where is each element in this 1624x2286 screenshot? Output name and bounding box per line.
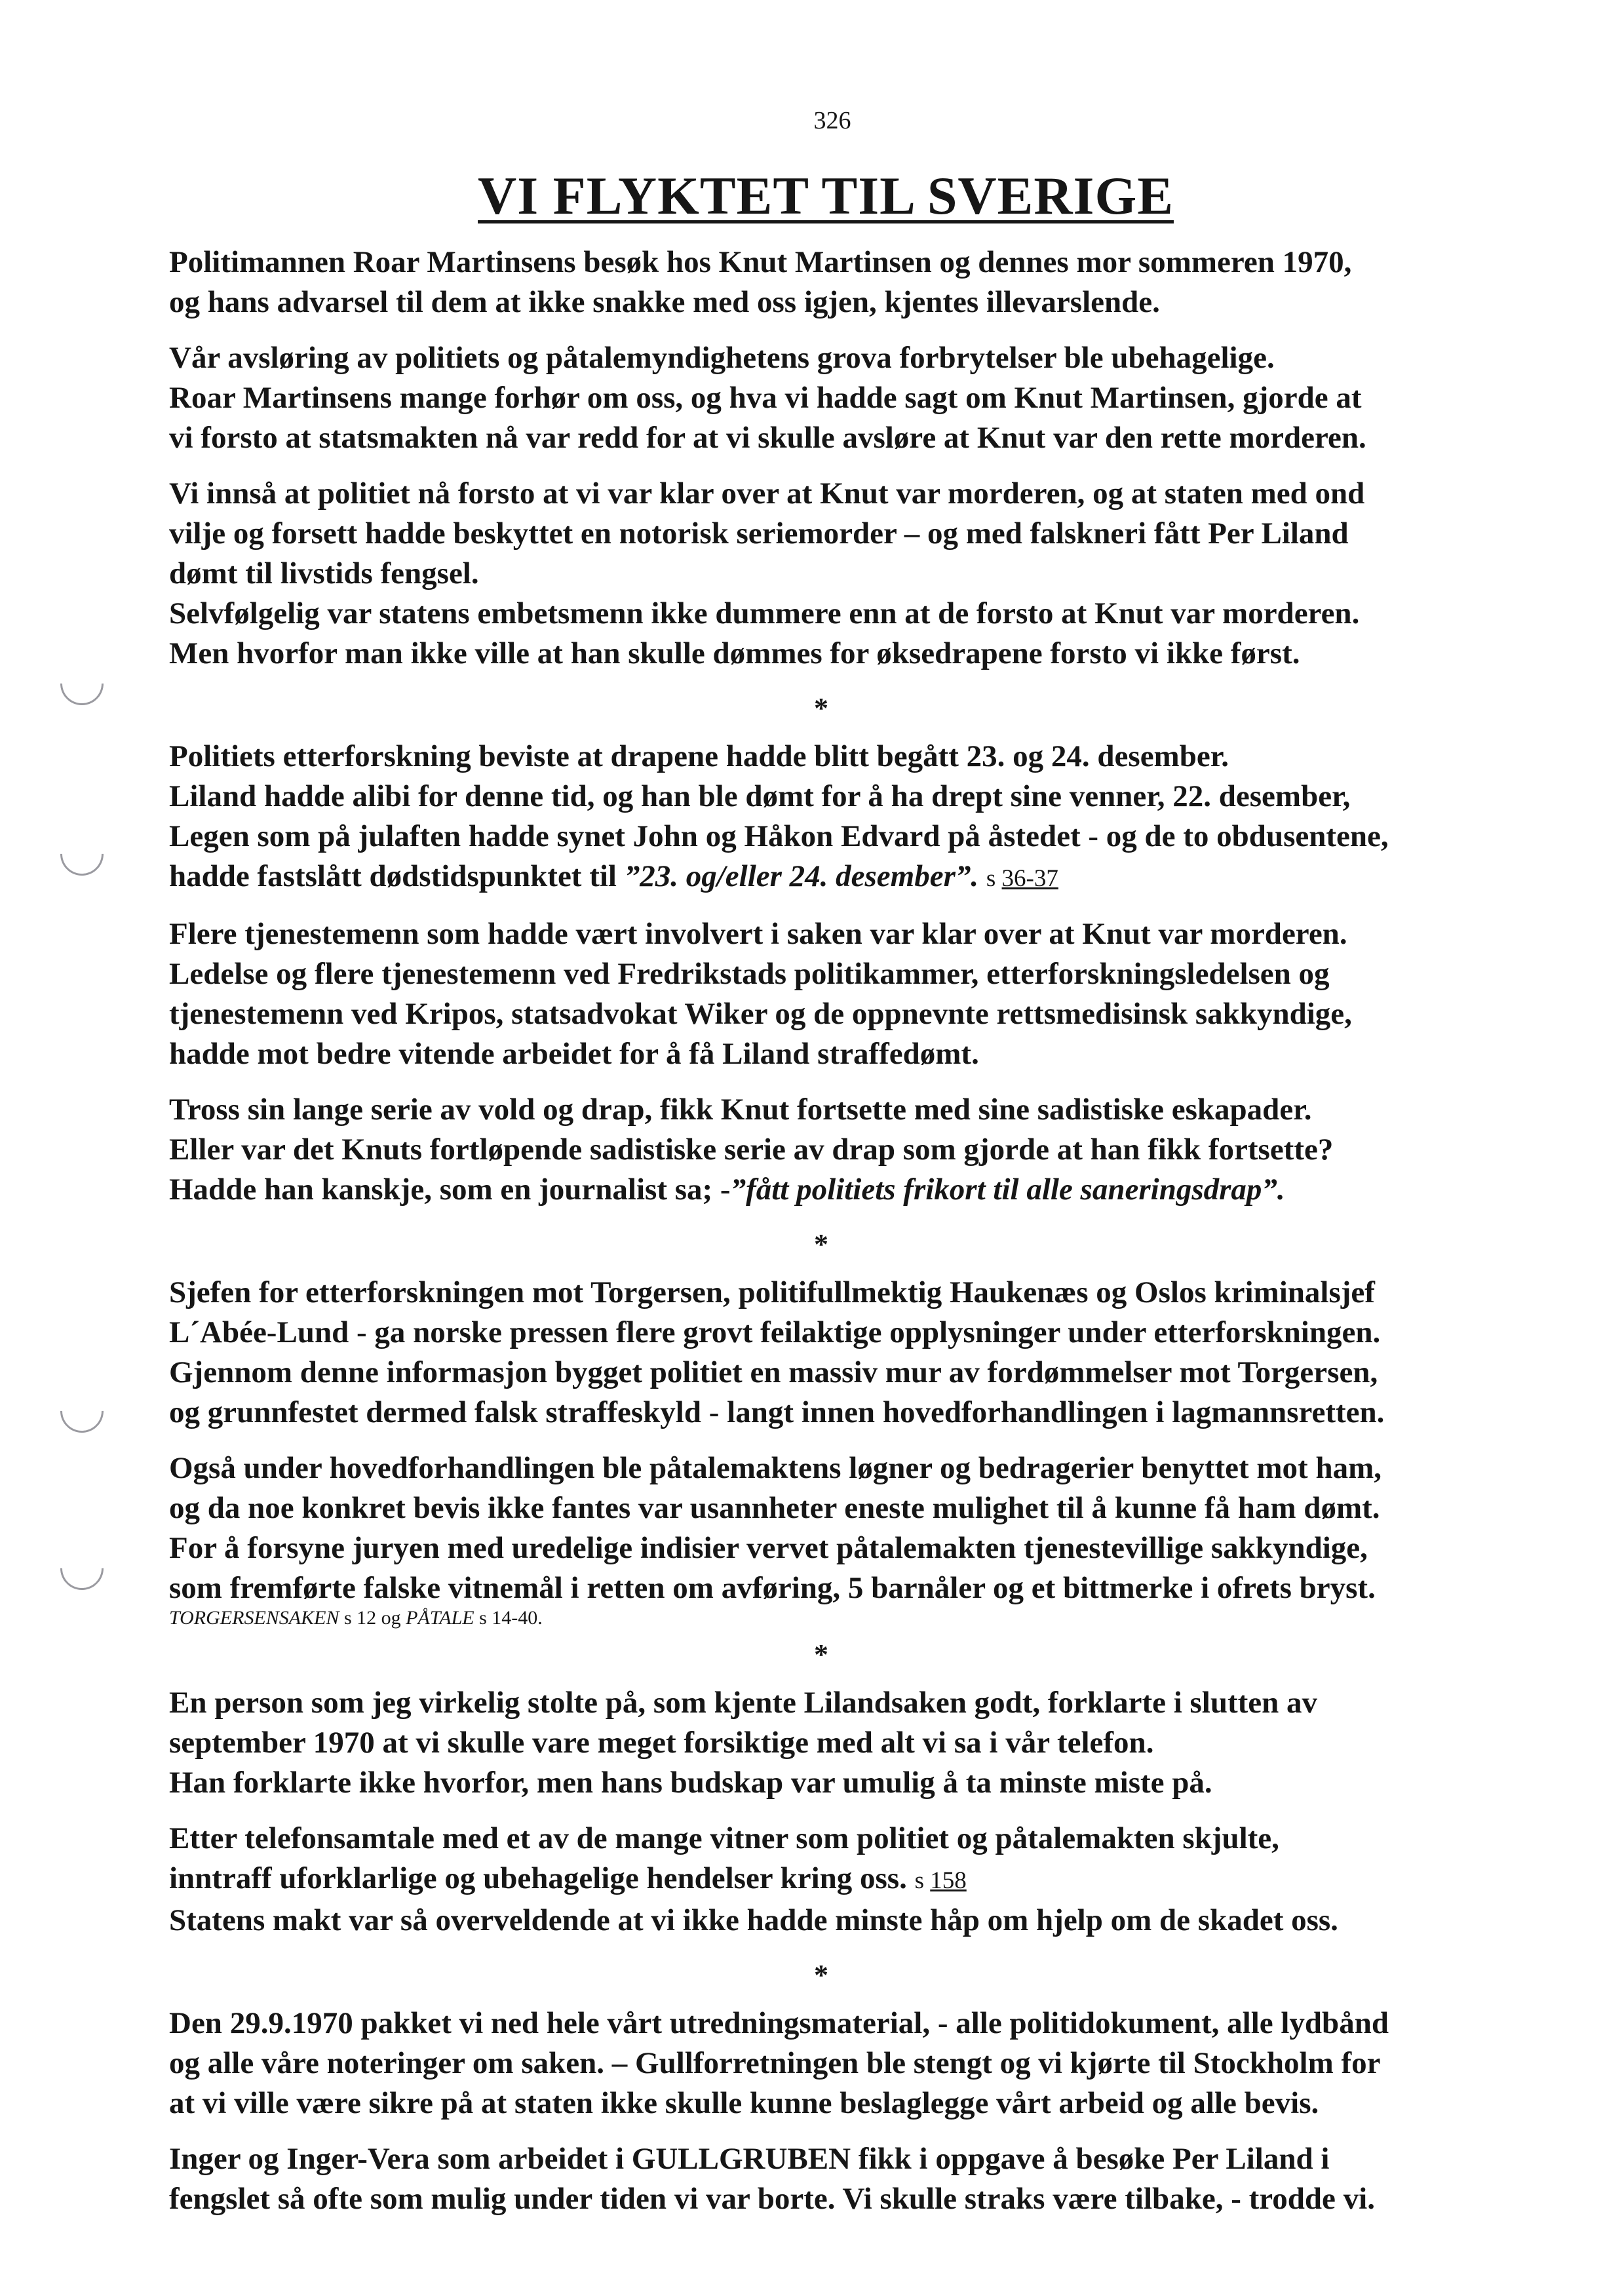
binder-hole-mark — [51, 823, 112, 884]
text-line: Ledelse og flere tjenestemenn ved Fredrikstads politikammer, etterforskningsledelsen og — [169, 957, 1330, 991]
ref-title: TORGERSENSAKEN — [169, 1607, 339, 1629]
binder-hole-mark — [51, 653, 112, 714]
text-line: Politimannen Roar Martinsens besøk hos Knut Martinsen og dennes mor sommeren 1970, — [169, 245, 1352, 279]
text-line: Den 29.9.1970 pakket vi ned hele vårt utredningsmaterial, - alle politidokument, alle lydbånd — [169, 2006, 1389, 2040]
ref-pages: s 14-40. — [474, 1607, 543, 1629]
section-separator: * — [814, 1228, 828, 1260]
text-segment: inntraff uforklarlige og ubehagelige hendelser kring oss. — [169, 1861, 915, 1895]
text-line: og alle våre noteringer om saken. – Gullforretningen ble stengt og vi kjørte til Stockholm for — [169, 2046, 1381, 2080]
text-segment: hadde fastslått dødstidspunktet til — [169, 859, 625, 893]
paragraph — [169, 1819, 1473, 1941]
text-line: Men hvorfor man ikke ville at han skulle dømmes for øksedrapene forsto vi ikke først. — [169, 636, 1300, 670]
section-separator: * — [814, 692, 828, 724]
paragraph — [169, 1273, 1473, 1433]
text-line — [169, 1170, 1473, 1210]
text-line: og da noe konkret bevis ikke fantes var usannheter eneste mulighet til å kunne få ham dømt. — [169, 1491, 1380, 1525]
text-line: Eller var det Knuts fortløpende sadistiske serie av drap som gjorde at han fikk fortsette? — [169, 1133, 1334, 1167]
page-ref-prefix: s — [914, 1867, 931, 1894]
text-line: Vi innså at politiet nå forsto at vi var klar over at Knut var morderen, og at staten med ond — [169, 476, 1365, 511]
binder-hole-mark — [51, 1380, 112, 1441]
page-reference-link[interactable]: 36-37 — [1001, 865, 1058, 892]
text-line: En person som jeg virkelig stolte på, som kjente Lilandsaken godt, forklarte i slutten av — [169, 1686, 1318, 1720]
text-line: og grunnfestet dermed falsk straffeskyld - langt innen hovedforhandlingen i lagmannsretten. — [169, 1395, 1385, 1429]
text-line: For å forsyne juryen med uredelige indisier vervet påtalemakten tjenestevillige sakkyndige, — [169, 1531, 1368, 1565]
text-line: Vår avsløring av politiets og påtalemyndighetens grova forbrytelser ble ubehagelige. — [169, 341, 1275, 375]
text-line — [169, 1859, 1473, 1901]
text-line: Sjefen for etterforskningen mot Torgersen, politifullmektig Haukenæs og Oslos kriminalsjef — [169, 1275, 1375, 1309]
source-reference — [169, 1606, 1473, 1631]
text-line: fengslet så ofte som mulig under tiden vi var borte. Vi skulle straks være tilbake, - trodde vi. — [169, 2182, 1375, 2216]
body-text — [169, 242, 1473, 2235]
text-line: vi forsto at statsmakten nå var redd for at vi skulle avsløre at Knut var den rette morderen. — [169, 421, 1366, 455]
paragraph — [169, 1448, 1473, 1631]
text-line: L´Abée-Lund - ga norske pressen flere grovt feilaktige opplysninger under etterforskningen. — [169, 1315, 1381, 1349]
text-line: Legen som på julaften hadde synet John og Håkon Edvard på åstedet - og de to obdusentene, — [169, 819, 1389, 853]
quoted-date: ”23. og/eller 24. desember”. — [624, 859, 979, 893]
text-line: Politiets etterforskning beviste at drapene hadde blitt begått 23. og 24. desember. — [169, 739, 1229, 773]
binder-hole-mark — [51, 1538, 112, 1598]
text-line — [169, 857, 1473, 899]
text-line: Han forklarte ikke hvorfor, men hans budskap var umulig å ta minste miste på. — [169, 1766, 1212, 1800]
text-line: Gjennom denne informasjon bygget politiet en massiv mur av fordømmelser mot Torgersen, — [169, 1355, 1378, 1389]
paragraph — [169, 1683, 1473, 1803]
paragraph — [169, 474, 1473, 674]
text-line: september 1970 at vi skulle vare meget forsiktige med alt vi sa i vår telefon. — [169, 1726, 1154, 1760]
text-line: vilje og forsett hadde beskyttet en notorisk seriemorder – og med falskneri fått Per Liland — [169, 516, 1349, 551]
page-number: 326 — [813, 107, 851, 134]
text-line: Statens makt var så overveldende at vi ikke hadde minste håp om hjelp om de skadet oss. — [169, 1903, 1338, 1937]
paragraph — [169, 1090, 1473, 1210]
text-line: tjenestemenn ved Kripos, statsadvokat Wiker og de oppnevnte rettsmedisinsk sakkyndige, — [169, 997, 1352, 1031]
text-line: Roar Martinsens mange forhør om oss, og hva vi hadde sagt om Knut Martinsen, gjorde at — [169, 381, 1362, 415]
page-title: VI FLYKTET TIL SVERIGE — [478, 166, 1174, 225]
paragraph — [169, 737, 1473, 899]
text-line: Etter telefonsamtale med et av de mange vitner som politiet og påtalemakten skjulte, — [169, 1821, 1279, 1855]
section-separator: * — [814, 1638, 828, 1671]
paragraph — [169, 2004, 1473, 2123]
text-line: at vi ville være sikre på at staten ikke skulle kunne beslaglegge vårt arbeid og alle bevis. — [169, 2086, 1319, 2120]
text-line: og hans advarsel til dem at ikke snakke med oss igjen, kjentes illevarslende. — [169, 285, 1160, 319]
ref-pages: s 12 og — [339, 1607, 406, 1629]
journalist-quote: ”fått politiets frikort til alle saneringsdrap”. — [730, 1172, 1285, 1207]
paragraph — [169, 242, 1473, 322]
paragraph — [169, 338, 1473, 458]
section-separator: * — [814, 1959, 828, 1991]
text-line: Tross sin lange serie av vold og drap, fikk Knut fortsette med sine sadistiske eskapader. — [169, 1093, 1312, 1127]
ref-title: PÅTALE — [406, 1607, 474, 1629]
text-line: Liland hadde alibi for denne tid, og han ble dømt for å ha drept sine venner, 22. desember, — [169, 779, 1351, 813]
page-ref-prefix: s — [986, 865, 1002, 892]
text-line: Flere tjenestemenn som hadde vært involvert i saken var klar over at Knut var morderen. — [169, 917, 1347, 951]
page-reference-link[interactable]: 158 — [930, 1867, 967, 1894]
text-line: som fremførte falske vitnemål i retten om avføring, 5 barnåler og et bittmerke i ofrets bryst. — [169, 1571, 1376, 1605]
text-line: dømt til livstids fengsel. — [169, 556, 479, 591]
text-line: Selvfølgelig var statens embetsmenn ikke dummere enn at de forsto at Knut var morderen. — [169, 596, 1360, 630]
paragraph — [169, 914, 1473, 1074]
text-segment: Hadde han kanskje, som en journalist sa; - — [169, 1172, 731, 1207]
text-line: Inger og Inger-Vera som arbeidet i GULLGRUBEN fikk i oppgave å besøke Per Liland i — [169, 2142, 1330, 2176]
text-line: Også under hovedforhandlingen ble påtalemaktens løgner og bedragerier benyttet mot ham, — [169, 1451, 1382, 1485]
paragraph — [169, 2139, 1473, 2219]
text-line: hadde mot bedre vitende arbeidet for å få Liland straffedømt. — [169, 1037, 979, 1071]
